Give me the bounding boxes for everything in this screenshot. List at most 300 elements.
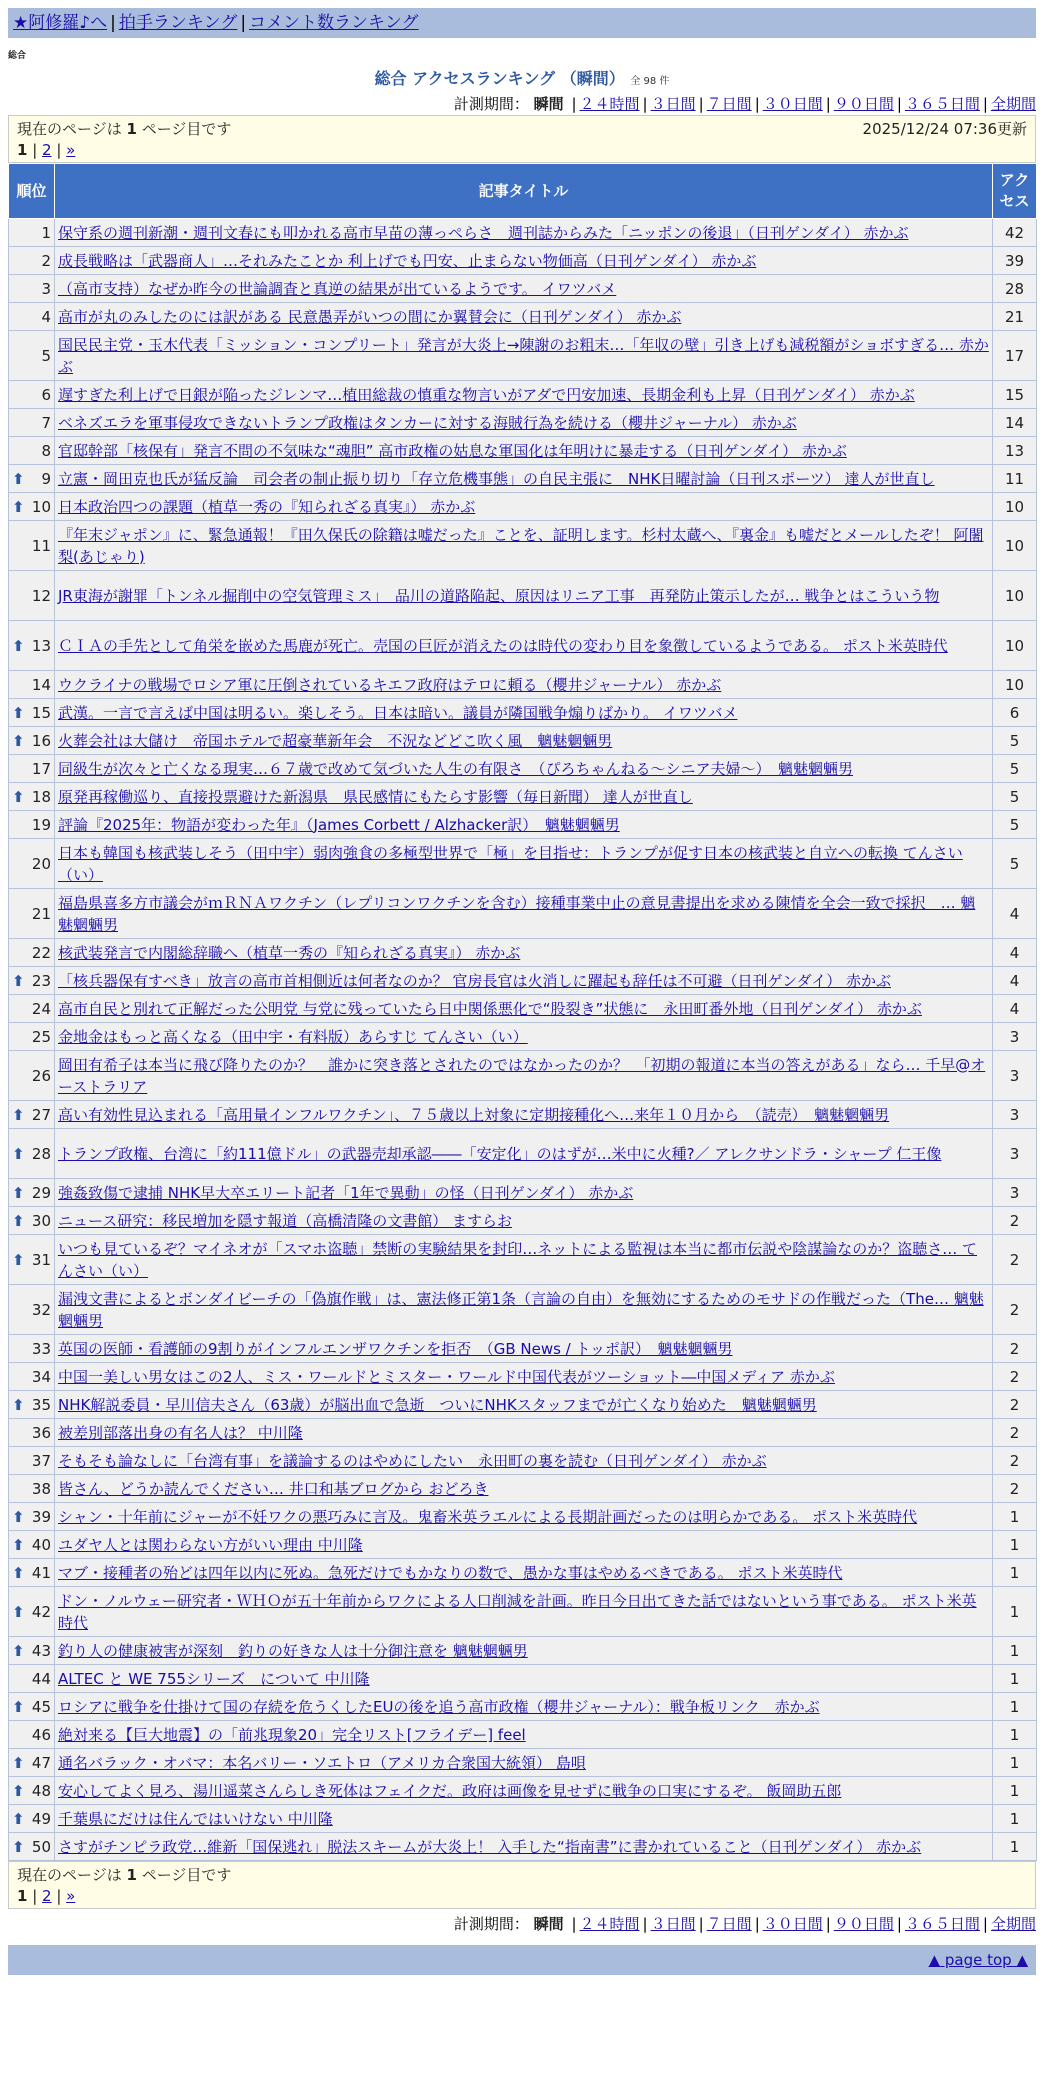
category-label: 総合 [8, 51, 27, 61]
period-separator: | [571, 1915, 577, 1933]
access-count: 1 [993, 1777, 1037, 1805]
rank-cell [9, 1129, 55, 1179]
ranking-row [9, 331, 1037, 381]
article-title-link[interactable]: 高市自民と別れて正解だった公明党 与党に残っていたら日中関係悪化で“股裂き”状態に 永田町番外地（日刊ゲンダイ） 赤かぶ [58, 999, 922, 1018]
applause-ranking-link[interactable]: 拍手ランキング [118, 13, 238, 33]
article-title-link[interactable]: 漏洩文書によるとボンダイビーチの「偽旗作戦」は、憲法修正第1条（言論の自由）を無効にするためのモサドの作戦だった（The… 魑魅魍魎男 [58, 1289, 984, 1330]
ranking-row [9, 437, 1037, 465]
article-title-link[interactable]: ALTEC と WE 755シリーズ について 中川隆 [58, 1669, 370, 1688]
rank-cell [9, 1023, 55, 1051]
title-cell [55, 1833, 993, 1861]
access-count: 21 [993, 303, 1037, 331]
article-title-link[interactable]: 安心してよく見ろ、湯川遥菜さんらしき死体はフェイクだ。政府は画像を見せずに戦争の口実にするぞ。 飯岡助五郎 [58, 1781, 842, 1800]
rank-cell [9, 1235, 55, 1285]
article-title-link[interactable]: 岡田有希子は本当に飛び降りたのか？ 誰かに突き落とされたのではなかったのか？ 「初期の報道に本当の答えがある」なら… 千早@オーストラリア [58, 1055, 986, 1096]
rank-up-arrow-icon: ⬆ [12, 636, 25, 655]
period-option-link[interactable]: ９０日間 [833, 95, 894, 113]
rank-cell [9, 939, 55, 967]
rank-header: 順位 [9, 164, 55, 219]
title-cell [55, 1023, 993, 1051]
rank-cell [9, 811, 55, 839]
article-title-link[interactable]: 保守系の週刊新潮・週刊文春にも叩かれる高市早苗の薄っぺらさ 週刊誌からみた「ニッポンの後退」（日刊ゲンダイ） 赤かぶ [58, 223, 909, 242]
ranking-row [9, 1587, 1037, 1637]
rank-cell [9, 1101, 55, 1129]
rank-cell [9, 1833, 55, 1861]
ranking-row [9, 755, 1037, 783]
page-top-link[interactable]: ▲ page top ▲ [928, 1951, 1028, 1969]
title-cell [55, 1749, 993, 1777]
title-cell [55, 621, 993, 671]
article-title-link[interactable]: 原発再稼働巡り、直接投票避けた新潟県 県民感情にもたらす影響（毎日新聞） 達人が世直し [58, 787, 693, 806]
title-cell [55, 1419, 993, 1447]
access-count: 1 [993, 1833, 1037, 1861]
ranking-row [9, 381, 1037, 409]
rank-cell [9, 1475, 55, 1503]
period-option-link[interactable]: ３０日間 [762, 95, 823, 113]
article-title-link[interactable]: 『年末ジャポン』に、緊急通報！『田久保氏の除籍は嘘だった』ことを、証明します。杉村太蔵へ、『裏金』も嘘だとメールしたぞ！ 阿闍梨(あじゃり) [58, 525, 984, 566]
rank-number: 49 [31, 1809, 51, 1828]
title-cell [55, 839, 993, 889]
title-cell [55, 303, 993, 331]
title-cell [55, 331, 993, 381]
rank-up-arrow-icon: ⬆ [12, 1183, 25, 1202]
title-header: 記事タイトル [55, 164, 993, 219]
rank-cell [9, 219, 55, 247]
ranking-row [9, 1447, 1037, 1475]
title-cell [55, 1101, 993, 1129]
rank-number: 30 [31, 1211, 51, 1230]
period-option-link[interactable]: ３０日間 [762, 1915, 823, 1933]
article-title-link[interactable]: 核武装発言で内閣総辞職へ（植草一秀の『知られざる真実』） 赤かぶ [58, 943, 521, 962]
rank-cell [9, 331, 55, 381]
title-cell [55, 995, 993, 1023]
access-count: 3 [993, 1051, 1037, 1101]
rank-cell [9, 1391, 55, 1419]
ranking-row [9, 1721, 1037, 1749]
ranking-row [9, 1531, 1037, 1559]
access-count: 17 [993, 331, 1037, 381]
ranking-row [9, 1833, 1037, 1861]
title-cell [55, 1179, 993, 1207]
access-count: 4 [993, 967, 1037, 995]
rank-cell [9, 1587, 55, 1637]
article-title-link[interactable]: 遅すぎた利上げで日銀が陥ったジレンマ…植田総裁の慎重な物言いがアダで円安加速、長期金利も上昇（日刊ゲンダイ） 赤かぶ [58, 385, 915, 404]
period-separator: | [642, 95, 648, 113]
period-option-link[interactable]: ３日間 [650, 95, 696, 113]
access-count: 14 [993, 409, 1037, 437]
access-count: 2 [993, 1447, 1037, 1475]
rank-number: 3 [41, 279, 51, 298]
article-title-link[interactable]: 中国一美しい男女はこの2人、ミス・ワールドとミスター・ワールド中国代表がツーショット―中国メディア 赤かぶ [58, 1367, 835, 1386]
period-option-link[interactable]: ７日間 [706, 1915, 752, 1933]
title-cell [55, 1335, 993, 1363]
title-cell [55, 571, 993, 621]
article-title-link[interactable]: 千葉県にだけは住んではいけない 中川隆 [58, 1809, 333, 1828]
access-count: 1 [993, 1721, 1037, 1749]
article-title-link[interactable]: 立憲・岡田克也氏が猛反論 司会者の制止振り切り「存立危機事態」の自民主張に NHK日曜討論（日刊スポーツ） 達人が世直し [58, 469, 935, 488]
rank-up-arrow-icon: ⬆ [12, 1602, 25, 1621]
ranking-row [9, 521, 1037, 571]
article-title-link[interactable]: ベネズエラを軍事侵攻できないトランプ政権はタンカーに対する海賊行為を続ける（櫻井ジャーナル） 赤かぶ [58, 413, 797, 432]
period-option-link[interactable]: ３日間 [650, 1915, 696, 1933]
ranking-title: 総合 アクセスランキング （瞬間） [374, 69, 625, 88]
period-option-link[interactable]: ２４時間 [579, 95, 640, 113]
period-separator: | [982, 1915, 988, 1933]
rank-number: 24 [31, 999, 51, 1018]
rank-cell [9, 381, 55, 409]
article-title-link[interactable]: シャン・十年前にジャーが不妊ワクの悪巧みに言及。鬼畜米英ラエルによる長期計画だったのは明らかである。 ポスト米英時代 [58, 1507, 918, 1526]
page-2-link[interactable]: 2 [42, 141, 52, 159]
ranking-row [9, 967, 1037, 995]
period-selector-bottom [8, 1913, 1036, 1935]
rank-number: 22 [31, 943, 51, 962]
page-title [8, 66, 1036, 89]
article-title-link[interactable]: ドン・ノルウェー研究者・ＷＨＯが五十年前からワクによる人口削減を計画。昨日今日出てきた話ではないという事である。 ポスト米英時代 [58, 1591, 977, 1632]
title-cell [55, 727, 993, 755]
article-title-link[interactable]: 英国の医師・看護師の9割りがインフルエンザワクチンを拒否 （GB News / トッポ訳） 魑魅魍魎男 [58, 1339, 733, 1358]
pagination-bottom: 1 | 2 | » [17, 1887, 76, 1905]
rank-cell [9, 493, 55, 521]
rank-number: 21 [31, 904, 51, 923]
rank-number: 1 [41, 223, 51, 242]
rank-number: 34 [31, 1367, 51, 1386]
period-option-link[interactable]: 全期間 [990, 1915, 1036, 1933]
rank-number: 26 [31, 1066, 51, 1085]
ranking-row [9, 1419, 1037, 1447]
title-cell [55, 1235, 993, 1285]
title-cell [55, 1051, 993, 1101]
ranking-row [9, 1805, 1037, 1833]
rank-up-arrow-icon: ⬆ [12, 497, 25, 516]
rank-number: 8 [41, 441, 51, 460]
rank-cell [9, 1285, 55, 1335]
article-title-link[interactable]: トランプ政権、台湾に「約111億ドル」の武器売却承認――「安定化」のはずが…米中に火種?／ アレクサンドラ・シャープ 仁王像 [58, 1144, 942, 1163]
ranking-row [9, 727, 1037, 755]
article-title-link[interactable]: 高市が丸のみしたのには訳がある 民意愚弄がいつの間にか翼賛会に（日刊ゲンダイ） 赤かぶ [58, 307, 682, 326]
rank-up-arrow-icon: ⬆ [12, 1563, 25, 1582]
period-option-link[interactable]: ７日間 [706, 95, 752, 113]
ranking-row [9, 409, 1037, 437]
article-title-link[interactable]: NHK解説委員・早川信夫さん（63歳）が脳出血で急逝 ついにNHKスタッフまでが亡くなり始めた 魑魅魍魎男 [58, 1395, 817, 1414]
article-title-link[interactable]: 日本政治四つの課題（植草一秀の『知られざる真実』） 赤かぶ [58, 497, 476, 516]
rank-number: 47 [31, 1753, 51, 1772]
pagination-top: 1 | 2 | » [17, 141, 76, 159]
article-title-link[interactable]: ＣＩＡの手先として角栄を嵌めた馬鹿が死亡。売国の巨匠が消えたのは時代の変わり目を象徴しているようである。 ポスト米英時代 [58, 636, 948, 655]
article-title-link[interactable]: 「核兵器保有すべき」放言の高市首相側近は何者なのか？ 官房長官は火消しに躍起も辞任は不可避（日刊ゲンダイ） 赤かぶ [58, 971, 892, 990]
article-title-link[interactable]: 福島県喜多方市議会がｍＲＮＡワクチン（レプリコンワクチンを含む）接種事業中止の意見書提出を求める陳情を全会一致で採択 … 魑魅魍魎男 [58, 893, 976, 934]
rank-number: 2 [41, 251, 51, 270]
access-count: 5 [993, 839, 1037, 889]
rank-cell [9, 1693, 55, 1721]
rank-cell [9, 1637, 55, 1665]
title-cell [55, 1285, 993, 1335]
access-count: 6 [993, 699, 1037, 727]
title-cell [55, 1693, 993, 1721]
rank-cell [9, 783, 55, 811]
period-separator: | [896, 1915, 902, 1933]
period-separator: | [754, 1915, 760, 1933]
title-cell [55, 1363, 993, 1391]
period-separator: | [571, 95, 577, 113]
access-count: 15 [993, 381, 1037, 409]
title-cell [55, 1777, 993, 1805]
ranking-row [9, 939, 1037, 967]
article-title-link[interactable]: 通名バラック・オバマ：本名バリー・ソエトロ（アメリカ合衆国大統領） 島唄 [58, 1753, 586, 1772]
access-count: 5 [993, 811, 1037, 839]
title-cell [55, 381, 993, 409]
ranking-row [9, 1363, 1037, 1391]
title-cell [55, 1665, 993, 1693]
article-title-link[interactable]: ユダヤ人とは関わらない方がいい理由 中川隆 [58, 1535, 363, 1554]
ranking-row [9, 1391, 1037, 1419]
rank-up-arrow-icon: ⬆ [12, 1105, 25, 1124]
ranking-row [9, 571, 1037, 621]
access-count: 2 [993, 1475, 1037, 1503]
rank-number: 7 [41, 413, 51, 432]
total-count: 全 98 件 [630, 76, 670, 87]
article-title-link[interactable]: ウクライナの戦場でロシア軍に圧倒されているキエフ政府はテロに頼る（櫻井ジャーナル） 赤かぶ [58, 675, 722, 694]
access-count: 1 [993, 1559, 1037, 1587]
ranking-row [9, 1235, 1037, 1285]
rank-number: 28 [31, 1144, 51, 1163]
access-count: 2 [993, 1391, 1037, 1419]
article-title-link[interactable]: 高い有効性見込まれる「高用量インフルワクチン」、７５歳以上対象に定期接種化へ…来年１０月から （読売） 魑魅魍魎男 [58, 1105, 890, 1124]
period-label-bottom: 計測期間： [453, 1915, 529, 1933]
access-count: 10 [993, 521, 1037, 571]
article-title-link[interactable]: いつも見ているぞ？マイネオが「スマホ盗聴」禁断の実験結果を封印…ネットによる監視は本当に都市伝説や陰謀論なのか？盗聴さ… てんさい（い） [58, 1239, 978, 1280]
rank-cell [9, 671, 55, 699]
title-cell [55, 1637, 993, 1665]
title-cell [55, 1559, 993, 1587]
access-count: 2 [993, 1285, 1037, 1335]
ranking-row [9, 1637, 1037, 1665]
rank-number: 17 [31, 759, 51, 778]
article-title-link[interactable]: 評論『2025年：物語が変わった年』（James Corbett / Alzhacker訳） 魑魅魍魎男 [58, 815, 620, 834]
rank-up-arrow-icon: ⬆ [12, 1535, 25, 1554]
site-home-link[interactable]: ★阿修羅♪へ [13, 13, 108, 33]
rank-cell [9, 571, 55, 621]
rank-up-arrow-icon: ⬆ [12, 1809, 25, 1828]
period-selector [8, 93, 1036, 115]
ranking-row [9, 1475, 1037, 1503]
rank-number: 50 [31, 1837, 51, 1856]
access-count: 2 [993, 1363, 1037, 1391]
title-cell [55, 671, 993, 699]
access-count: 3 [993, 1129, 1037, 1179]
rank-number: 23 [31, 971, 51, 990]
period-separator: | [982, 95, 988, 113]
rank-number: 15 [31, 703, 51, 722]
title-cell [55, 1805, 993, 1833]
rank-cell [9, 1777, 55, 1805]
rank-cell [9, 727, 55, 755]
ranking-row [9, 995, 1037, 1023]
access-count: 1 [993, 1587, 1037, 1637]
article-title-link[interactable]: そもそも論なしに「台湾有事」を議論するのはやめにしたい 永田町の裏を読む（日刊ゲンダイ） 赤かぶ [58, 1451, 767, 1470]
rank-cell [9, 465, 55, 493]
ranking-row [9, 699, 1037, 727]
rank-cell [9, 275, 55, 303]
article-title-link[interactable]: （高市支持）なぜか昨今の世論調査と真逆の結果が出ているようです。 イワツバメ [58, 279, 617, 298]
top-nav-bar: ★阿修羅♪へ | 拍手ランキング | コメント数ランキング [8, 8, 1036, 38]
ranking-row [9, 1749, 1037, 1777]
article-title-link[interactable]: ロシアに戦争を仕掛けて国の存続を危うくしたEUの後を追う高市政権（櫻井ジャーナル）：戦争板リンク 赤かぶ [58, 1697, 820, 1716]
ranking-row [9, 1285, 1037, 1335]
access-count: 28 [993, 275, 1037, 303]
rank-number: 10 [31, 497, 51, 516]
article-title-link[interactable]: 皆さん、どうか読んでください… 井口和基ブログから おどろき [58, 1479, 489, 1498]
rank-number: 14 [31, 675, 51, 694]
article-title-link[interactable]: 強姦致傷で逮捕 NHK早大卒エリート記者「1年で異動」の怪（日刊ゲンダイ） 赤かぶ [58, 1183, 634, 1202]
access-header: アクセス [993, 164, 1037, 219]
rank-cell [9, 1335, 55, 1363]
article-title-link[interactable]: 官邸幹部「核保有」発言不問の不気味な“魂胆” 高市政権の姑息な軍国化は年明けに暴走する（日刊ゲンダイ） 赤かぶ [58, 441, 847, 460]
rank-cell [9, 1805, 55, 1833]
period-separator: | [754, 95, 760, 113]
period-option-link[interactable]: ２４時間 [579, 1915, 640, 1933]
article-title-link[interactable]: 絶対来る【巨大地震】の「前兆現象20」完全リスト[フライデー] feel [58, 1725, 526, 1744]
rank-up-arrow-icon: ⬆ [12, 469, 25, 488]
access-count: 2 [993, 1235, 1037, 1285]
rank-up-arrow-icon: ⬆ [12, 1395, 25, 1414]
ranking-row [9, 671, 1037, 699]
access-count: 3 [993, 1101, 1037, 1129]
access-count: 5 [993, 783, 1037, 811]
title-cell [55, 219, 993, 247]
rank-up-arrow-icon: ⬆ [12, 703, 25, 722]
title-cell [55, 1721, 993, 1749]
access-count: 1 [993, 1637, 1037, 1665]
access-count: 1 [993, 1749, 1037, 1777]
access-count: 42 [993, 219, 1037, 247]
title-cell [55, 437, 993, 465]
period-separator: | [698, 1915, 704, 1933]
ranking-row [9, 811, 1037, 839]
title-cell [55, 1503, 993, 1531]
rank-number: 25 [31, 1027, 51, 1046]
rank-cell [9, 247, 55, 275]
period-current: 瞬間 [533, 95, 564, 113]
period-option-link[interactable]: ３６５日間 [904, 1915, 980, 1933]
article-title-link[interactable]: 釣り人の健康被害が深刻 釣りの好きな人は十分御注意を 魑魅魍魎男 [58, 1641, 528, 1660]
period-separator: | [896, 95, 902, 113]
access-count: 11 [993, 465, 1037, 493]
access-count: 10 [993, 671, 1037, 699]
rank-number: 42 [31, 1602, 51, 1621]
access-count: 39 [993, 247, 1037, 275]
article-title-link[interactable]: 被差別部落出身の有名人は？ 中川隆 [58, 1423, 303, 1442]
period-separator: | [698, 95, 704, 113]
ranking-row [9, 1777, 1037, 1805]
rank-up-arrow-icon: ⬆ [12, 1697, 25, 1716]
rank-cell [9, 1419, 55, 1447]
access-count: 4 [993, 889, 1037, 939]
article-title-link[interactable]: JR東海が謝罪「トンネル掘削中の空気管理ミス」 品川の道路陥起、原因はリニア工事 再発防止策示したが… 戦争とはこういう物 [58, 586, 940, 605]
updated-timestamp: 2025/12/24 07:36更新 [862, 120, 1027, 138]
rank-up-arrow-icon: ⬆ [12, 1144, 25, 1163]
rank-up-arrow-icon: ⬆ [12, 1250, 25, 1269]
article-title-link[interactable]: 日本も韓国も核武装しそう（田中宇）弱肉強食の多極型世界で「極」を目指せ：トランプが促す日本の核武装と自立への転換 てんさい（い） [58, 843, 963, 884]
page-2-link-bottom[interactable]: 2 [42, 1887, 52, 1905]
comment-ranking-link[interactable]: コメント数ランキング [249, 13, 419, 33]
title-cell [55, 889, 993, 939]
access-count: 2 [993, 1335, 1037, 1363]
rank-cell [9, 699, 55, 727]
article-title-link[interactable]: ニュース研究：移民増加を隠す報道（高橋清隆の文書館） ますらお [58, 1211, 513, 1230]
title-cell [55, 409, 993, 437]
next-page-link-bottom[interactable]: » [66, 1887, 76, 1905]
ranking-row [9, 839, 1037, 889]
period-separator: | [642, 1915, 648, 1933]
rank-number: 18 [31, 787, 51, 806]
rank-cell [9, 437, 55, 465]
rank-cell [9, 1665, 55, 1693]
rank-up-arrow-icon: ⬆ [12, 1641, 25, 1660]
article-title-link[interactable]: さすがチンピラ政党…維新「国保逃れ」脱法スキームが大炎上！ 入手した“指南書”に書かれていること（日刊ゲンダイ） 赤かぶ [58, 1837, 922, 1856]
title-cell [55, 1391, 993, 1419]
ranking-row [9, 783, 1037, 811]
rank-cell [9, 303, 55, 331]
access-count: 3 [993, 1023, 1037, 1051]
article-title-link[interactable]: 金地金はもっと高くなる（田中宇・有料版）あらすじ てんさい（い） [58, 1027, 528, 1046]
rank-number: 9 [41, 469, 51, 488]
title-cell [55, 1207, 993, 1235]
article-title-link[interactable]: 成長戦略は「武器商人」…それみたことか 利上げでも円安、止まらない物価高（日刊ゲンダイ） 赤かぶ [58, 251, 757, 270]
rank-up-arrow-icon: ⬆ [12, 731, 25, 750]
rank-up-arrow-icon: ⬆ [12, 1753, 25, 1772]
article-title-link[interactable]: 国民民主党・玉木代表「ミッション・コンプリート」発言が大炎上→陳謝のお粗末…「年収の壁」引き上げも減税額がショボすぎる… 赤かぶ [58, 335, 989, 376]
ranking-row [9, 219, 1037, 247]
period-option-link[interactable]: 全期間 [990, 95, 1036, 113]
rank-cell [9, 621, 55, 671]
ranking-row [9, 465, 1037, 493]
rank-number: 20 [31, 854, 51, 873]
rank-cell [9, 409, 55, 437]
rank-up-arrow-icon: ⬆ [12, 1211, 25, 1230]
access-count: 2 [993, 1207, 1037, 1235]
access-count: 4 [993, 995, 1037, 1023]
ranking-row [9, 1101, 1037, 1129]
ranking-table [8, 163, 1037, 1861]
page-info-bottom [8, 1861, 1036, 1909]
access-count: 13 [993, 437, 1037, 465]
next-page-link[interactable]: » [66, 141, 76, 159]
article-title-link[interactable]: 火葬会社は大儲け 帝国ホテルで超豪華新年会 不況などどこ吹く風 魑魅魍魎男 [58, 731, 613, 750]
rank-number: 36 [31, 1423, 51, 1442]
page-1-current: 1 [17, 141, 28, 159]
title-cell [55, 1531, 993, 1559]
title-cell [55, 247, 993, 275]
rank-number: 37 [31, 1451, 51, 1470]
period-option-link[interactable]: ９０日間 [833, 1915, 894, 1933]
article-title-link[interactable]: 武漢。一言で言えば中国は明るい。楽しそう。日本は暗い。議員が隣国戦争煽りばかり。 イワツバメ [58, 703, 738, 722]
ranking-row [9, 1129, 1037, 1179]
rank-number: 48 [31, 1781, 51, 1800]
rank-cell [9, 1207, 55, 1235]
rank-cell [9, 1503, 55, 1531]
rank-number: 43 [31, 1641, 51, 1660]
rank-cell [9, 755, 55, 783]
period-option-link[interactable]: ３６５日間 [904, 95, 980, 113]
title-cell [55, 1475, 993, 1503]
ranking-row [9, 889, 1037, 939]
rank-number: 11 [31, 536, 51, 555]
article-title-link[interactable]: マブ・接種者の殆どは四年以内に死ぬ。急死だけでもかなりの数で、愚かな事はやめるべきである。 ポスト米英時代 [58, 1563, 843, 1582]
access-count: 5 [993, 755, 1037, 783]
ranking-row [9, 1335, 1037, 1363]
ranking-row [9, 621, 1037, 671]
article-title-link[interactable]: 同級生が次々と亡くなる現実…６７歳で改めて気づいた人生の有限さ （ぴろちゃんねる～シニア夫婦～） 魑魅魍魎男 [58, 759, 854, 778]
